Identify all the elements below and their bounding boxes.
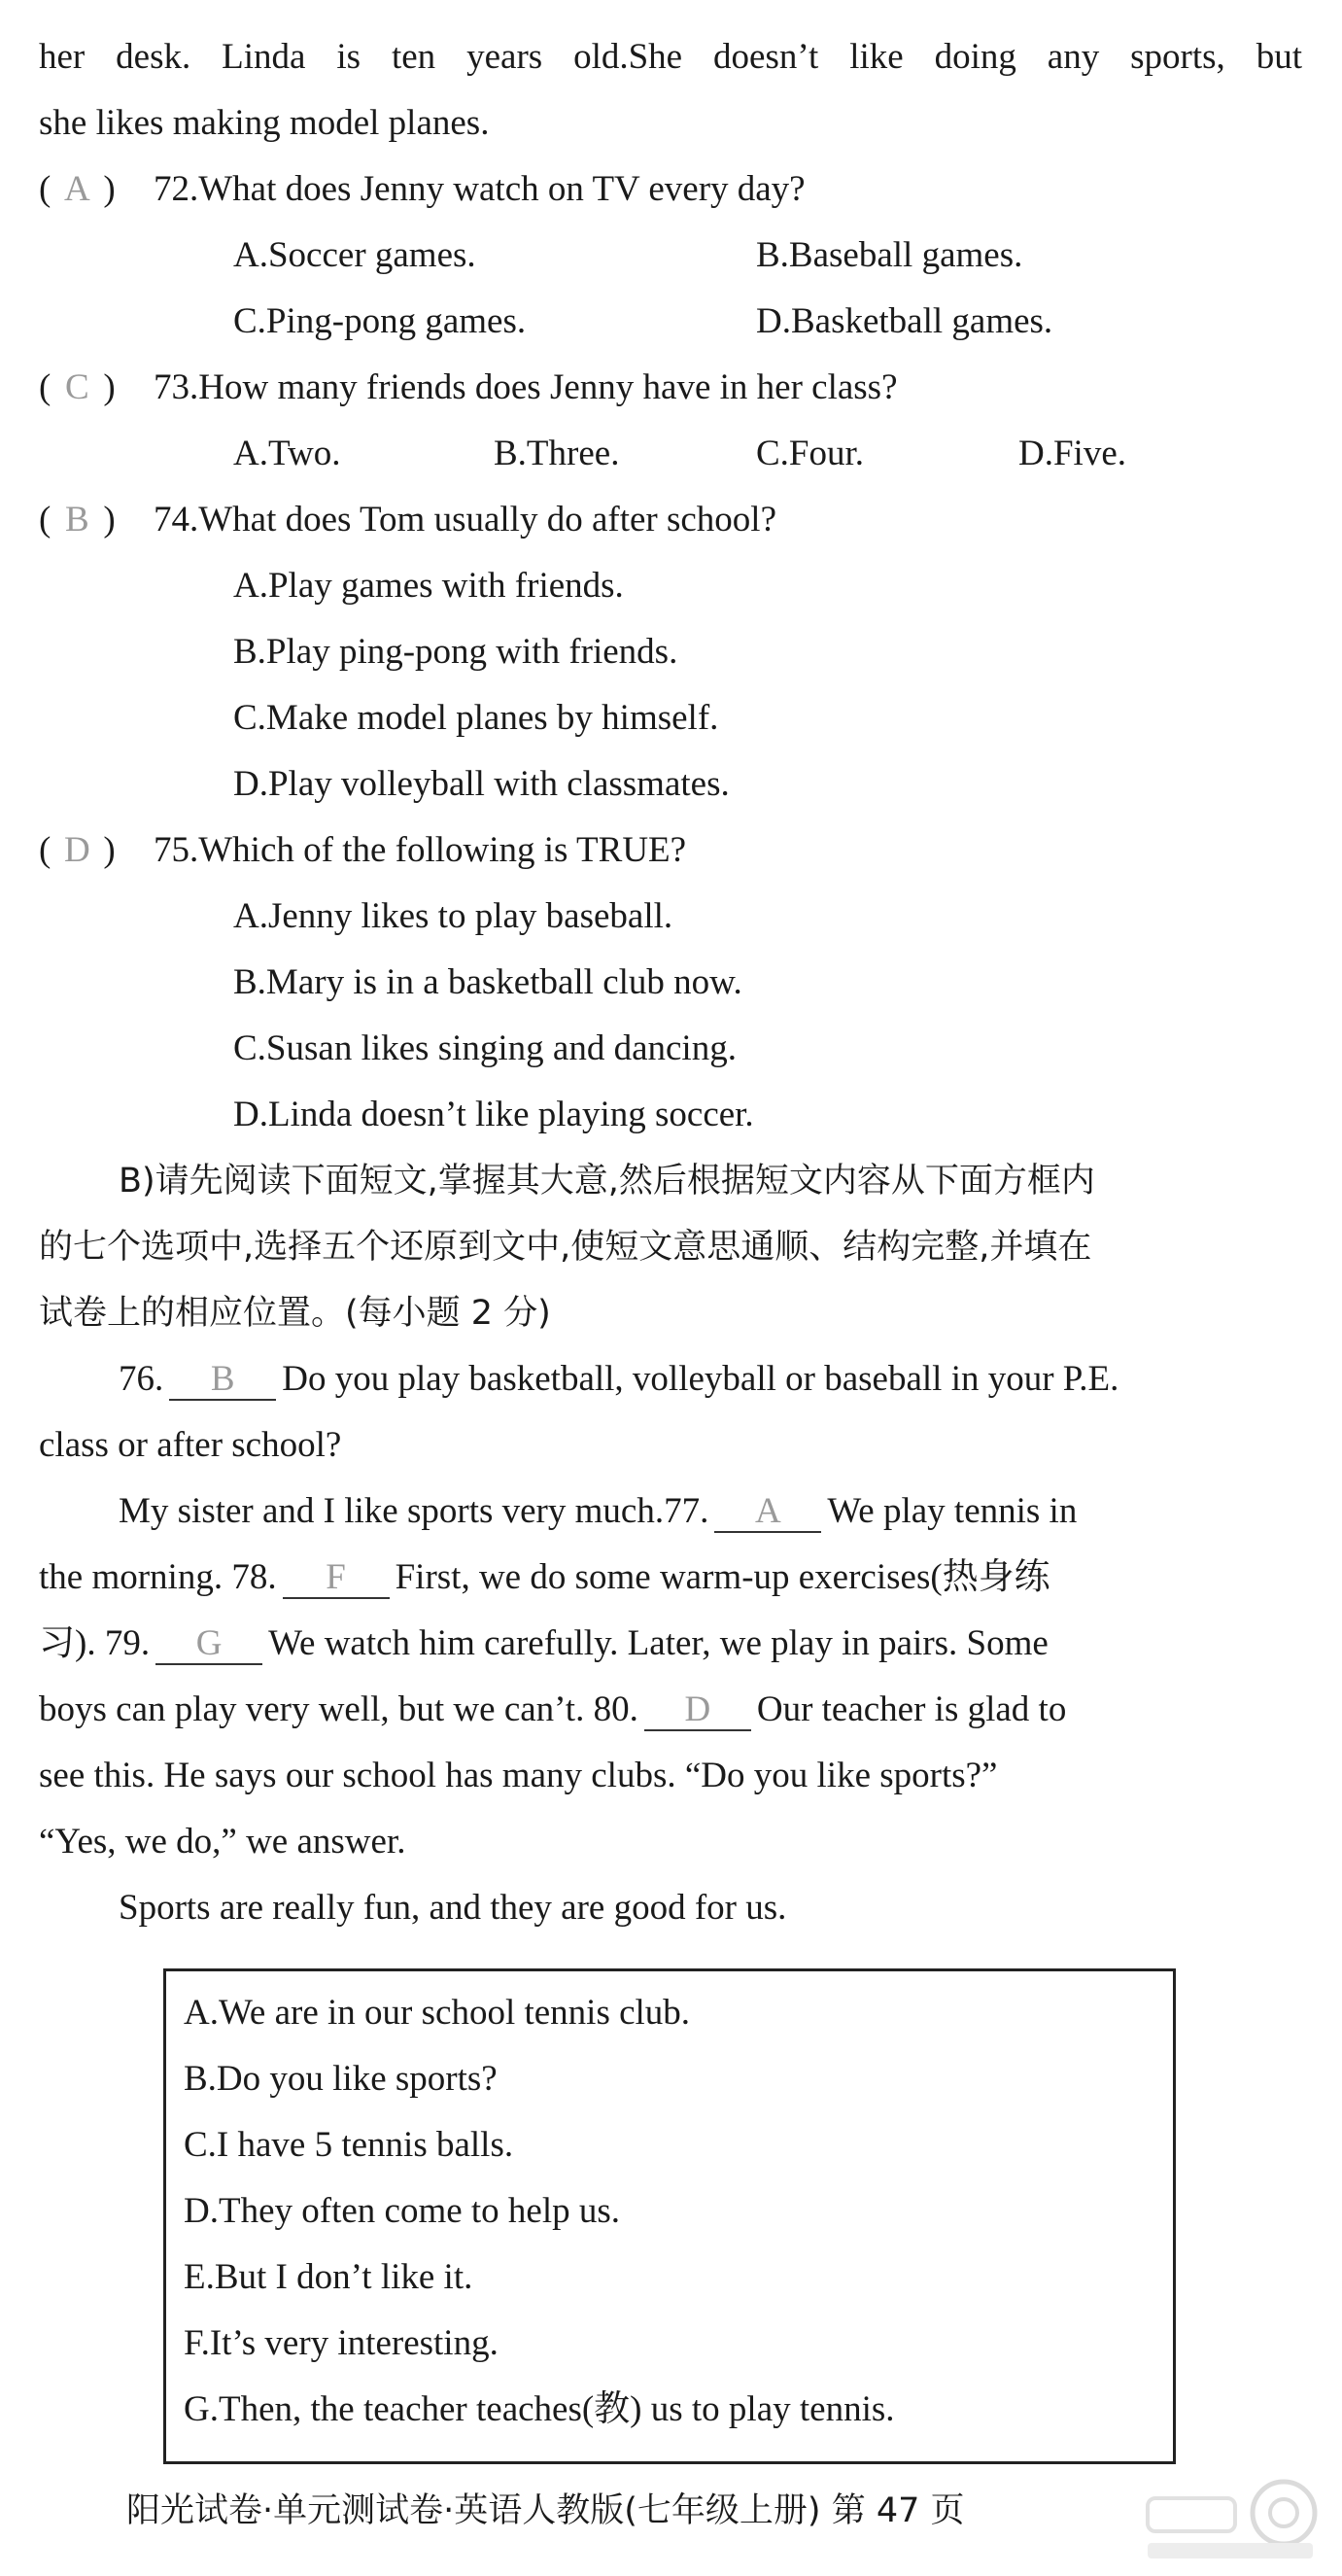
question-stem: Which of the following is TRUE?: [198, 830, 687, 870]
page-footer: 阳光试卷·单元测试卷·英语人教版(七年级上册) 第 47 页: [126, 2491, 965, 2530]
option: A.Soccer games.: [233, 235, 476, 275]
option-box-item: C.I have 5 tennis balls.: [184, 2125, 514, 2165]
option: D.Basketball games.: [756, 301, 1053, 341]
question-stem: What does Jenny watch on TV every day?: [198, 169, 806, 209]
option: B.Mary is in a basketball club now.: [233, 962, 742, 1002]
passage-line: she likes making model planes.: [39, 103, 490, 143]
option-box-item: F.It’s very interesting.: [184, 2323, 499, 2363]
passage-b-line: “Yes, we do,” we answer.: [39, 1822, 406, 1862]
blank-79: G: [155, 1624, 262, 1665]
passage-b-line: Sports are really fun, and they are good for us.: [119, 1888, 787, 1928]
answer-74: B: [64, 500, 89, 540]
question-73: ( C ) 73.How many friends does Jenny have in her class?: [39, 366, 898, 410]
passage-b-line: 76. B Do you play basketball, volleyball or baseball in your P.E.: [119, 1359, 1119, 1399]
option: C.Make model planes by himself.: [233, 698, 719, 738]
option: A.Play games with friends.: [233, 566, 624, 606]
section-b-instructions: 的七个选项中,选择五个还原到文中,使短文意思通顺、结构完整,并填在: [39, 1228, 1092, 1267]
option: D.Play volleyball with classmates.: [233, 764, 730, 804]
option: B.Play ping-pong with friends.: [233, 632, 678, 672]
options-box: [163, 1968, 1176, 2464]
option: A.Jenny likes to play baseball.: [233, 896, 673, 936]
option: B.Three.: [494, 434, 620, 473]
passage-b-line: 习). 79. G We watch him carefully. Later, we play in pairs. Some: [39, 1623, 1049, 1663]
blank-80: D: [644, 1690, 751, 1731]
blank-78: F: [283, 1558, 390, 1599]
question-stem: What does Tom usually do after school?: [198, 500, 776, 540]
option-box-item: A.We are in our school tennis club.: [184, 1993, 691, 2033]
section-b-instructions: 试卷上的相应位置。(每小题 2 分): [39, 1294, 551, 1333]
passage-b-line: class or after school?: [39, 1425, 342, 1465]
option: B.Baseball games.: [756, 235, 1023, 275]
passage-b-line: see this. He says our school has many clubs. “Do you like sports?”: [39, 1756, 998, 1795]
question-75: ( D ) 75.Which of the following is TRUE?: [39, 828, 686, 873]
passage-b-line: boys can play very well, but we can’t. 80. D Our teacher is glad to: [39, 1689, 1067, 1729]
passage-b-line: My sister and I like sports very much.77. A We play tennis in: [119, 1491, 1078, 1531]
option: A.Two.: [233, 434, 341, 473]
option: D.Five.: [1018, 434, 1126, 473]
answer-73: C: [64, 367, 89, 407]
passage-line: her desk. Linda is ten years old.She doesn’t like doing any sports, but: [39, 37, 1302, 77]
watermark-logo: [1138, 2469, 1323, 2566]
option: C.Susan likes singing and dancing.: [233, 1028, 737, 1068]
option-box-item: D.They often come to help us.: [184, 2191, 621, 2231]
question-74: ( B ) 74.What does Tom usually do after school?: [39, 498, 776, 542]
question-stem: How many friends does Jenny have in her class?: [198, 367, 898, 407]
option: C.Ping-pong games.: [233, 301, 527, 341]
option-box-item: G.Then, the teacher teaches(教) us to play tennis.: [184, 2389, 895, 2429]
option-box-item: B.Do you like sports?: [184, 2059, 498, 2099]
option: C.Four.: [756, 434, 865, 473]
answer-72: A: [63, 169, 90, 209]
option: D.Linda doesn’t like playing soccer.: [233, 1095, 754, 1134]
blank-76: B: [169, 1360, 276, 1401]
section-b-instructions: B)请先阅读下面短文,掌握其大意,然后根据短文内容从下面方框内: [119, 1162, 1095, 1201]
option-box-item: E.But I don’t like it.: [184, 2257, 473, 2297]
answer-75: D: [63, 830, 90, 870]
question-72: ( A ) 72.What does Jenny watch on TV every day?: [39, 167, 806, 212]
blank-77: A: [714, 1492, 821, 1533]
passage-b-line: the morning. 78. F First, we do some warm-up exercises(热身练: [39, 1557, 1050, 1597]
